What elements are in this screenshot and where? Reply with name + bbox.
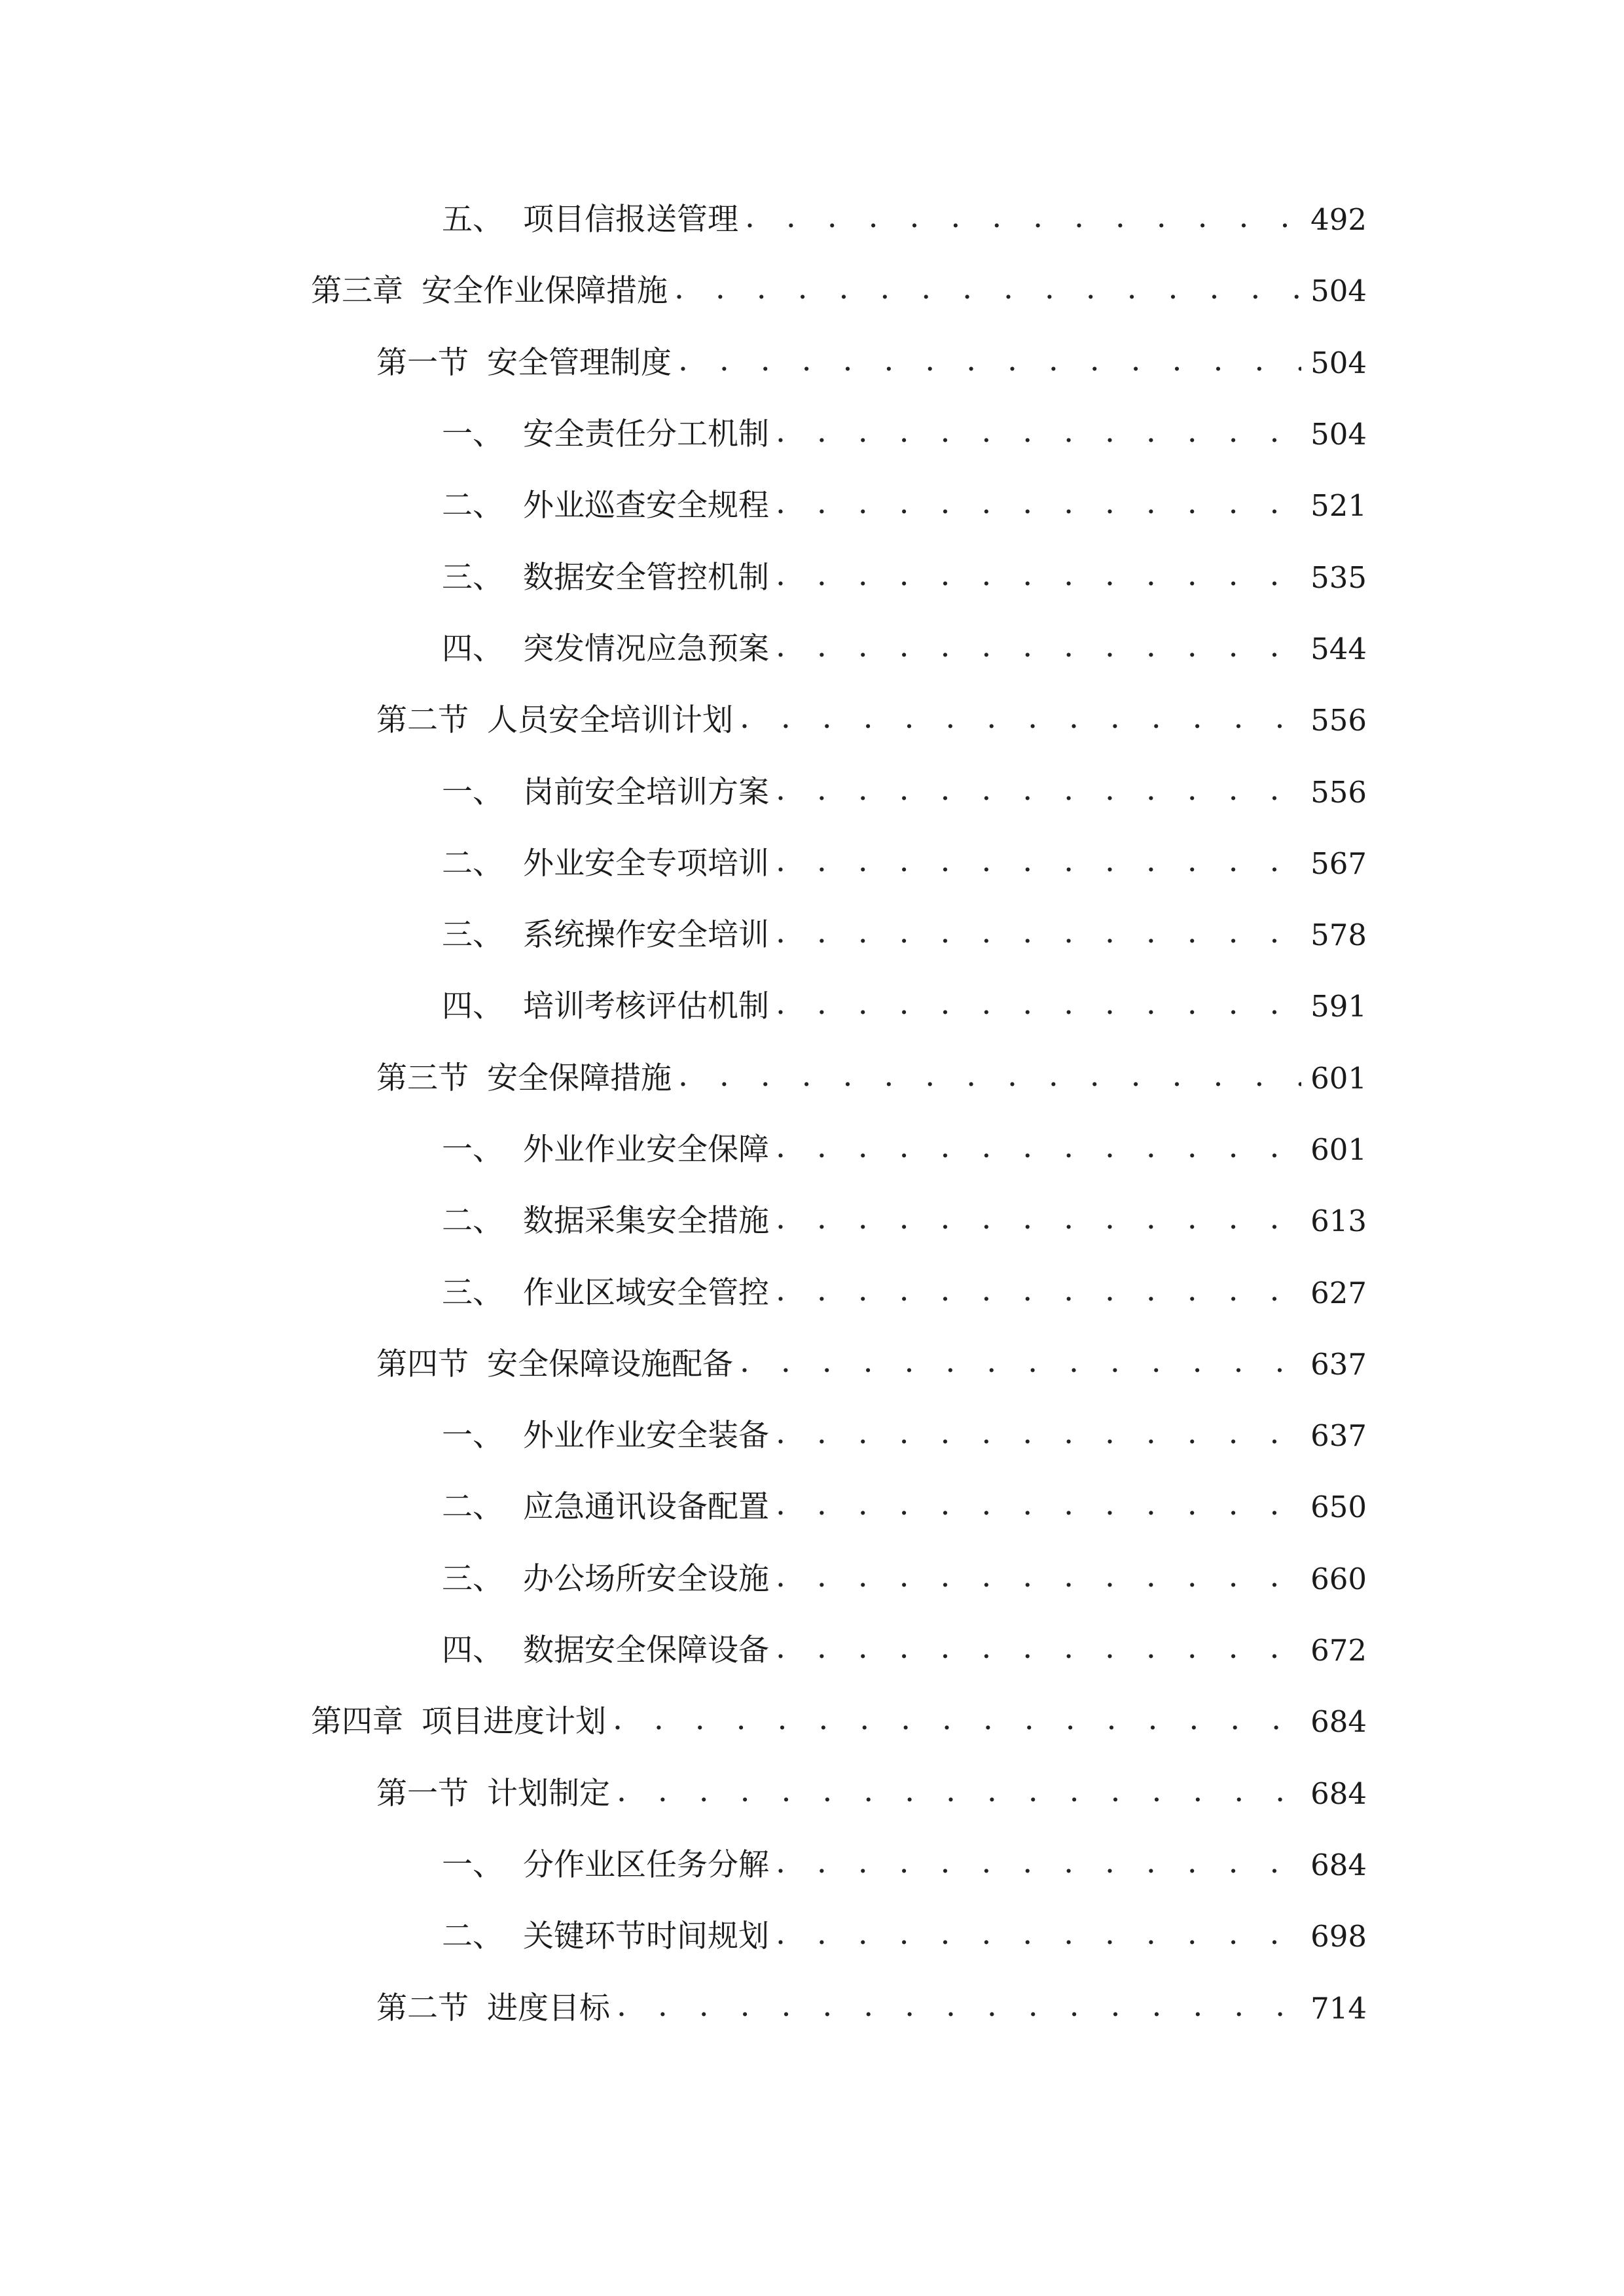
toc-item-entry[interactable]	[0, 899, 1624, 971]
toc-entry-number: 三、	[442, 559, 503, 596]
toc-section-entry[interactable]	[0, 1329, 1624, 1400]
toc-item-entry[interactable]	[0, 1543, 1624, 1615]
toc-dot-leader	[678, 1060, 1301, 1091]
toc-page-number: 698	[1310, 1919, 1367, 1954]
toc-chapter-entry[interactable]	[0, 255, 1624, 327]
toc-dot-leader	[678, 345, 1301, 376]
toc-entry-title: 计划制定	[487, 1775, 610, 1812]
toc-item-entry[interactable]	[0, 184, 1624, 255]
toc-section-entry[interactable]	[0, 327, 1624, 399]
toc-item-entry[interactable]	[0, 1471, 1624, 1543]
toc-dot-leader	[776, 1918, 1301, 1949]
toc-page-number: 613	[1310, 1204, 1367, 1239]
toc-entry-number: 第一节	[376, 344, 469, 381]
toc-item-entry[interactable]	[0, 756, 1624, 827]
toc-page-number: 556	[1310, 774, 1367, 810]
toc-entry-number: 二、	[442, 845, 503, 882]
toc-dot-leader	[740, 1346, 1301, 1377]
toc-entry-title: 突发情况应急预案	[523, 630, 769, 667]
toc-entry-number: 第三章	[311, 273, 403, 310]
toc-entry-title: 数据采集安全措施	[523, 1203, 769, 1240]
toc-entry-title: 外业巡查安全规程	[523, 488, 769, 524]
toc-page-number: 504	[1310, 417, 1367, 452]
toc-entry-title: 关键环节时间规划	[523, 1918, 769, 1955]
toc-page-number: 578	[1310, 918, 1367, 953]
toc-entry-number: 第三节	[376, 1060, 469, 1096]
toc-item-entry[interactable]	[0, 613, 1624, 685]
toc-entry-number: 二、	[442, 1203, 503, 1240]
toc-item-entry[interactable]	[0, 470, 1624, 541]
toc-dot-leader	[740, 702, 1301, 733]
toc-page-number: 521	[1310, 488, 1367, 524]
toc-entry-title: 安全保障设施配备	[487, 1346, 733, 1382]
toc-page-number: 627	[1310, 1275, 1367, 1310]
toc-dot-leader	[776, 1132, 1301, 1162]
toc-entry-title: 作业区域安全管控	[523, 1274, 769, 1311]
toc-entry-title: 安全保障措施	[487, 1060, 672, 1096]
toc-item-entry[interactable]	[0, 1829, 1624, 1901]
toc-page-number: 492	[1310, 202, 1367, 238]
toc-entry-title: 项目信报送管理	[523, 202, 738, 238]
toc-entry-title: 岗前安全培训方案	[523, 774, 769, 810]
toc-entry-number: 一、	[442, 1132, 503, 1168]
toc-item-entry[interactable]	[0, 1615, 1624, 1686]
toc-page-number: 684	[1310, 1847, 1367, 1882]
toc-dot-leader	[776, 917, 1301, 948]
toc-item-entry[interactable]	[0, 1114, 1624, 1185]
toc-entry-title: 应急通讯设备配置	[523, 1489, 769, 1526]
toc-entry-title: 安全责任分工机制	[523, 416, 769, 453]
toc-item-entry[interactable]	[0, 1257, 1624, 1328]
toc-dot-leader	[776, 1418, 1301, 1448]
toc-dot-leader	[776, 631, 1301, 662]
toc-item-entry[interactable]	[0, 828, 1624, 899]
toc-dot-leader	[617, 1990, 1301, 2021]
toc-entry-title: 外业安全专项培训	[523, 845, 769, 882]
toc-entry-number: 第四节	[376, 1346, 469, 1382]
toc-dot-leader	[776, 988, 1301, 1019]
toc-entry-number: 第一节	[376, 1775, 469, 1812]
toc-page-number: 650	[1310, 1490, 1367, 1525]
toc-dot-leader	[776, 488, 1301, 518]
toc-item-entry[interactable]	[0, 971, 1624, 1042]
toc-page-number: 535	[1310, 560, 1367, 595]
toc-dot-leader	[776, 1847, 1301, 1878]
toc-page-number: 544	[1310, 631, 1367, 666]
toc-entry-number: 三、	[442, 1274, 503, 1311]
toc-dot-leader	[776, 1632, 1301, 1663]
toc-entry-number: 三、	[442, 917, 503, 954]
toc-dot-leader	[745, 202, 1301, 232]
toc-page-number: 504	[1310, 345, 1367, 380]
toc-page-number: 556	[1310, 703, 1367, 738]
toc-entry-title: 进度目标	[487, 1990, 610, 2026]
toc-entry-title: 数据安全保障设备	[523, 1632, 769, 1669]
toc-entry-number: 第二节	[376, 1990, 469, 2026]
toc-item-entry[interactable]	[0, 399, 1624, 470]
toc-dot-leader	[613, 1704, 1301, 1734]
toc-section-entry[interactable]	[0, 685, 1624, 756]
toc-chapter-entry[interactable]	[0, 1686, 1624, 1757]
toc-entry-title: 培训考核评估机制	[523, 988, 769, 1025]
toc-page-number: 684	[1310, 1704, 1367, 1740]
toc-item-entry[interactable]	[0, 1185, 1624, 1257]
toc-page-number: 637	[1310, 1346, 1367, 1382]
toc-entry-number: 三、	[442, 1560, 503, 1597]
toc-dot-leader	[776, 1275, 1301, 1306]
toc-item-entry[interactable]	[0, 1901, 1624, 1972]
toc-entry-title: 分作业区任务分解	[523, 1846, 769, 1883]
toc-entry-number: 一、	[442, 1418, 503, 1454]
toc-section-entry[interactable]	[0, 1043, 1624, 1114]
toc-page-number: 567	[1310, 846, 1367, 881]
toc-page-number: 672	[1310, 1633, 1367, 1668]
toc-entry-title: 外业作业安全保障	[523, 1132, 769, 1168]
toc-dot-leader	[776, 416, 1301, 447]
toc-dot-leader	[776, 1489, 1301, 1520]
table-of-contents	[0, 184, 1624, 2044]
toc-page-number: 684	[1310, 1776, 1367, 1811]
toc-page-number: 504	[1310, 274, 1367, 309]
toc-page-number: 601	[1310, 1060, 1367, 1096]
toc-entry-number: 一、	[442, 1846, 503, 1883]
toc-page-number: 714	[1310, 1990, 1367, 2026]
toc-page-number: 637	[1310, 1418, 1367, 1454]
toc-entry-title: 办公场所安全设施	[523, 1560, 769, 1597]
toc-entry-number: 第四章	[311, 1704, 403, 1740]
toc-entry-title: 外业作业安全装备	[523, 1418, 769, 1454]
toc-entry-number: 四、	[442, 988, 503, 1025]
toc-entry-number: 四、	[442, 1632, 503, 1669]
toc-entry-title: 安全作业保障措施	[422, 273, 668, 310]
toc-entry-number: 二、	[442, 1489, 503, 1526]
toc-entry-number: 第二节	[376, 702, 469, 739]
toc-entry-number: 五、	[442, 202, 503, 238]
toc-entry-number: 二、	[442, 1918, 503, 1955]
toc-dot-leader	[674, 273, 1301, 304]
toc-item-entry[interactable]	[0, 1400, 1624, 1471]
toc-entry-title: 安全管理制度	[487, 344, 672, 381]
toc-page-number: 591	[1310, 989, 1367, 1024]
toc-dot-leader	[776, 774, 1301, 805]
toc-dot-leader	[776, 846, 1301, 876]
toc-dot-leader	[776, 1203, 1301, 1234]
toc-dot-leader	[776, 1561, 1301, 1592]
toc-section-entry[interactable]	[0, 1972, 1624, 2043]
toc-item-entry[interactable]	[0, 541, 1624, 613]
toc-entry-number: 一、	[442, 774, 503, 810]
toc-entry-title: 数据安全管控机制	[523, 559, 769, 596]
toc-entry-number: 四、	[442, 630, 503, 667]
toc-dot-leader	[776, 560, 1301, 590]
toc-section-entry[interactable]	[0, 1758, 1624, 1829]
toc-page-number: 601	[1310, 1132, 1367, 1167]
toc-entry-title: 人员安全培训计划	[487, 702, 733, 739]
toc-entry-title: 系统操作安全培训	[523, 917, 769, 954]
toc-entry-number: 二、	[442, 488, 503, 524]
toc-entry-number: 一、	[442, 416, 503, 453]
toc-entry-title: 项目进度计划	[422, 1704, 606, 1740]
toc-dot-leader	[617, 1776, 1301, 1806]
toc-page-number: 660	[1310, 1561, 1367, 1596]
